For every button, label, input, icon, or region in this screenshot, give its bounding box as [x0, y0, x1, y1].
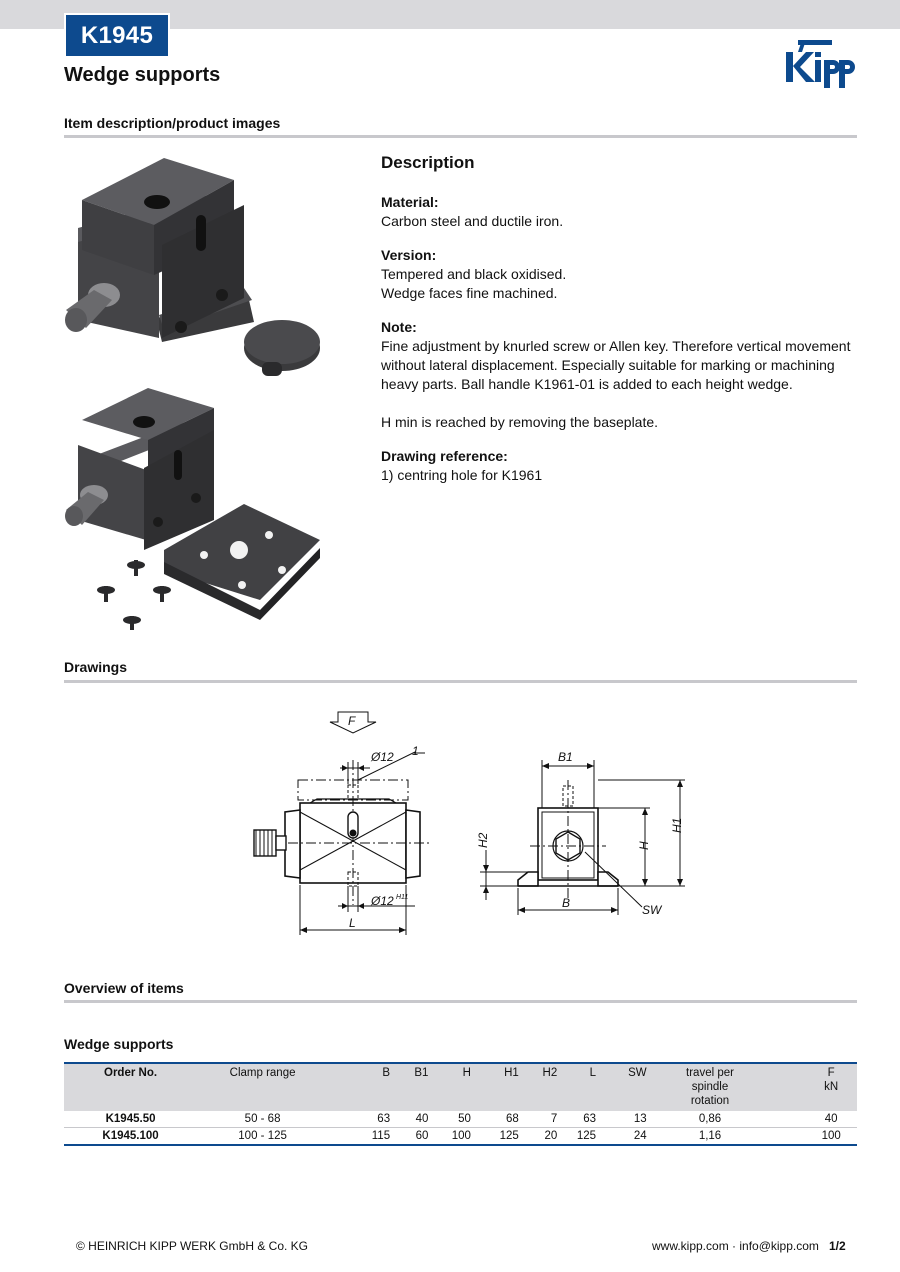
label-b: B: [562, 896, 571, 910]
table-title: Wedge supports: [64, 1036, 174, 1052]
cell-b: 63: [328, 1111, 394, 1128]
label-dia-top: Ø12: [371, 750, 394, 764]
section-rule: [64, 1000, 857, 1003]
cell-order-no: K1945.100: [64, 1128, 197, 1146]
version-line-2: Wedge faces fine machined.: [381, 285, 558, 301]
material-block: [381, 193, 861, 231]
material-text: Carbon steel and ductile iron.: [381, 213, 564, 229]
material-label: Material:: [381, 194, 439, 210]
cell-h2: 7: [523, 1111, 561, 1128]
section-title-images: Item description/product images: [64, 115, 281, 131]
col-travel-line-1: travel per: [686, 1067, 734, 1079]
cell-h1: 125: [475, 1128, 523, 1146]
cell-clamp-range: 100 - 125: [197, 1128, 328, 1146]
drawing-reference-label: Drawing reference:: [381, 448, 508, 464]
page-title: Wedge supports: [64, 64, 221, 86]
table-header-row: [64, 1063, 857, 1111]
col-sw: SW: [600, 1063, 651, 1111]
cell-travel: 0,86: [651, 1111, 770, 1128]
description-panel: [381, 153, 861, 500]
label-b1: B1: [558, 750, 573, 764]
exploded-wedge-support-image: [65, 388, 320, 630]
drawing-reference-block: [381, 447, 861, 485]
note-text-2: H min is reached by removing the baseplate.: [381, 414, 659, 430]
product-code-badge: [64, 13, 170, 58]
col-order-no: Order No.: [64, 1063, 197, 1111]
col-b1: B1: [394, 1063, 432, 1111]
cell-l: 63: [561, 1111, 600, 1128]
table-row: [64, 1111, 857, 1128]
cell-l: 125: [561, 1128, 600, 1146]
cell-clamp-range: 50 - 68: [197, 1111, 328, 1128]
note-text: Fine adjustment by knurled screw or Allen key. Therefore vertical movement without lateral displacement. Especially suitable for marking or machining heavy parts. Ball handle K1961-01 is added to each height wedge.: [381, 338, 851, 392]
cell-f: 40: [769, 1111, 857, 1128]
product-photo: [64, 150, 326, 635]
label-sw: SW: [642, 903, 662, 917]
col-h2: H2: [523, 1063, 561, 1111]
cell-b1: 60: [394, 1128, 432, 1146]
label-h1: H1: [670, 817, 684, 833]
version-line-1: Tempered and black oxidised.: [381, 266, 567, 282]
front-view-drawing: [254, 752, 430, 935]
section-title-overview: Overview of items: [64, 980, 184, 996]
drawing-reference-text: 1) centring hole for K1961: [381, 467, 543, 483]
cell-h: 100: [432, 1128, 474, 1146]
col-travel: [651, 1063, 770, 1111]
note-block: [381, 318, 861, 432]
section-rule: [64, 680, 857, 683]
cell-order-no: K1945.50: [64, 1111, 197, 1128]
label-length: L: [349, 916, 356, 930]
technical-drawing: [230, 700, 700, 950]
side-view-drawing: [480, 760, 685, 915]
col-h1: H1: [475, 1063, 523, 1111]
col-f-line-2: kN: [824, 1081, 839, 1093]
product-code: K1945: [66, 15, 168, 56]
assembled-wedge-support-image: [65, 158, 320, 376]
cell-travel: 1,16: [651, 1128, 770, 1146]
section-rule: [64, 135, 857, 138]
footer-contact[interactable]: www.kipp.com · info@kipp.com: [652, 1239, 819, 1253]
kipp-logo: [784, 38, 858, 92]
section-title-drawings: Drawings: [64, 659, 128, 675]
description-heading: Description: [381, 153, 475, 172]
note-label: Note:: [381, 319, 417, 335]
footer-copyright: © HEINRICH KIPP WERK GmbH & Co. KG: [76, 1239, 308, 1253]
cell-sw: 24: [600, 1128, 651, 1146]
label-ref-one: 1: [412, 744, 419, 758]
col-l: L: [561, 1063, 600, 1111]
cell-f: 100: [769, 1128, 857, 1146]
label-h: H: [637, 841, 651, 850]
col-f-line-1: F: [827, 1067, 835, 1079]
cell-b: 115: [328, 1128, 394, 1146]
cell-h2: 20: [523, 1128, 561, 1146]
label-h2: H2: [476, 832, 490, 848]
table-row: [64, 1128, 857, 1146]
label-dia-bottom: Ø12: [371, 894, 394, 908]
cell-h: 50: [432, 1111, 474, 1128]
col-b: B: [328, 1063, 394, 1111]
col-travel-line-2: spindle: [691, 1081, 729, 1093]
label-tolerance: H11: [396, 894, 409, 901]
col-f: [769, 1063, 857, 1111]
col-travel-line-3: rotation: [690, 1095, 730, 1107]
cell-b1: 40: [394, 1111, 432, 1128]
cell-sw: 13: [600, 1111, 651, 1128]
version-block: [381, 246, 861, 303]
label-force: F: [348, 714, 356, 728]
version-label: Version:: [381, 247, 437, 263]
footer-page-number: 1/2: [829, 1239, 846, 1253]
col-clamp-range: Clamp range: [197, 1063, 328, 1111]
cell-h1: 68: [475, 1111, 523, 1128]
items-table: [64, 1062, 857, 1146]
col-h: H: [432, 1063, 474, 1111]
